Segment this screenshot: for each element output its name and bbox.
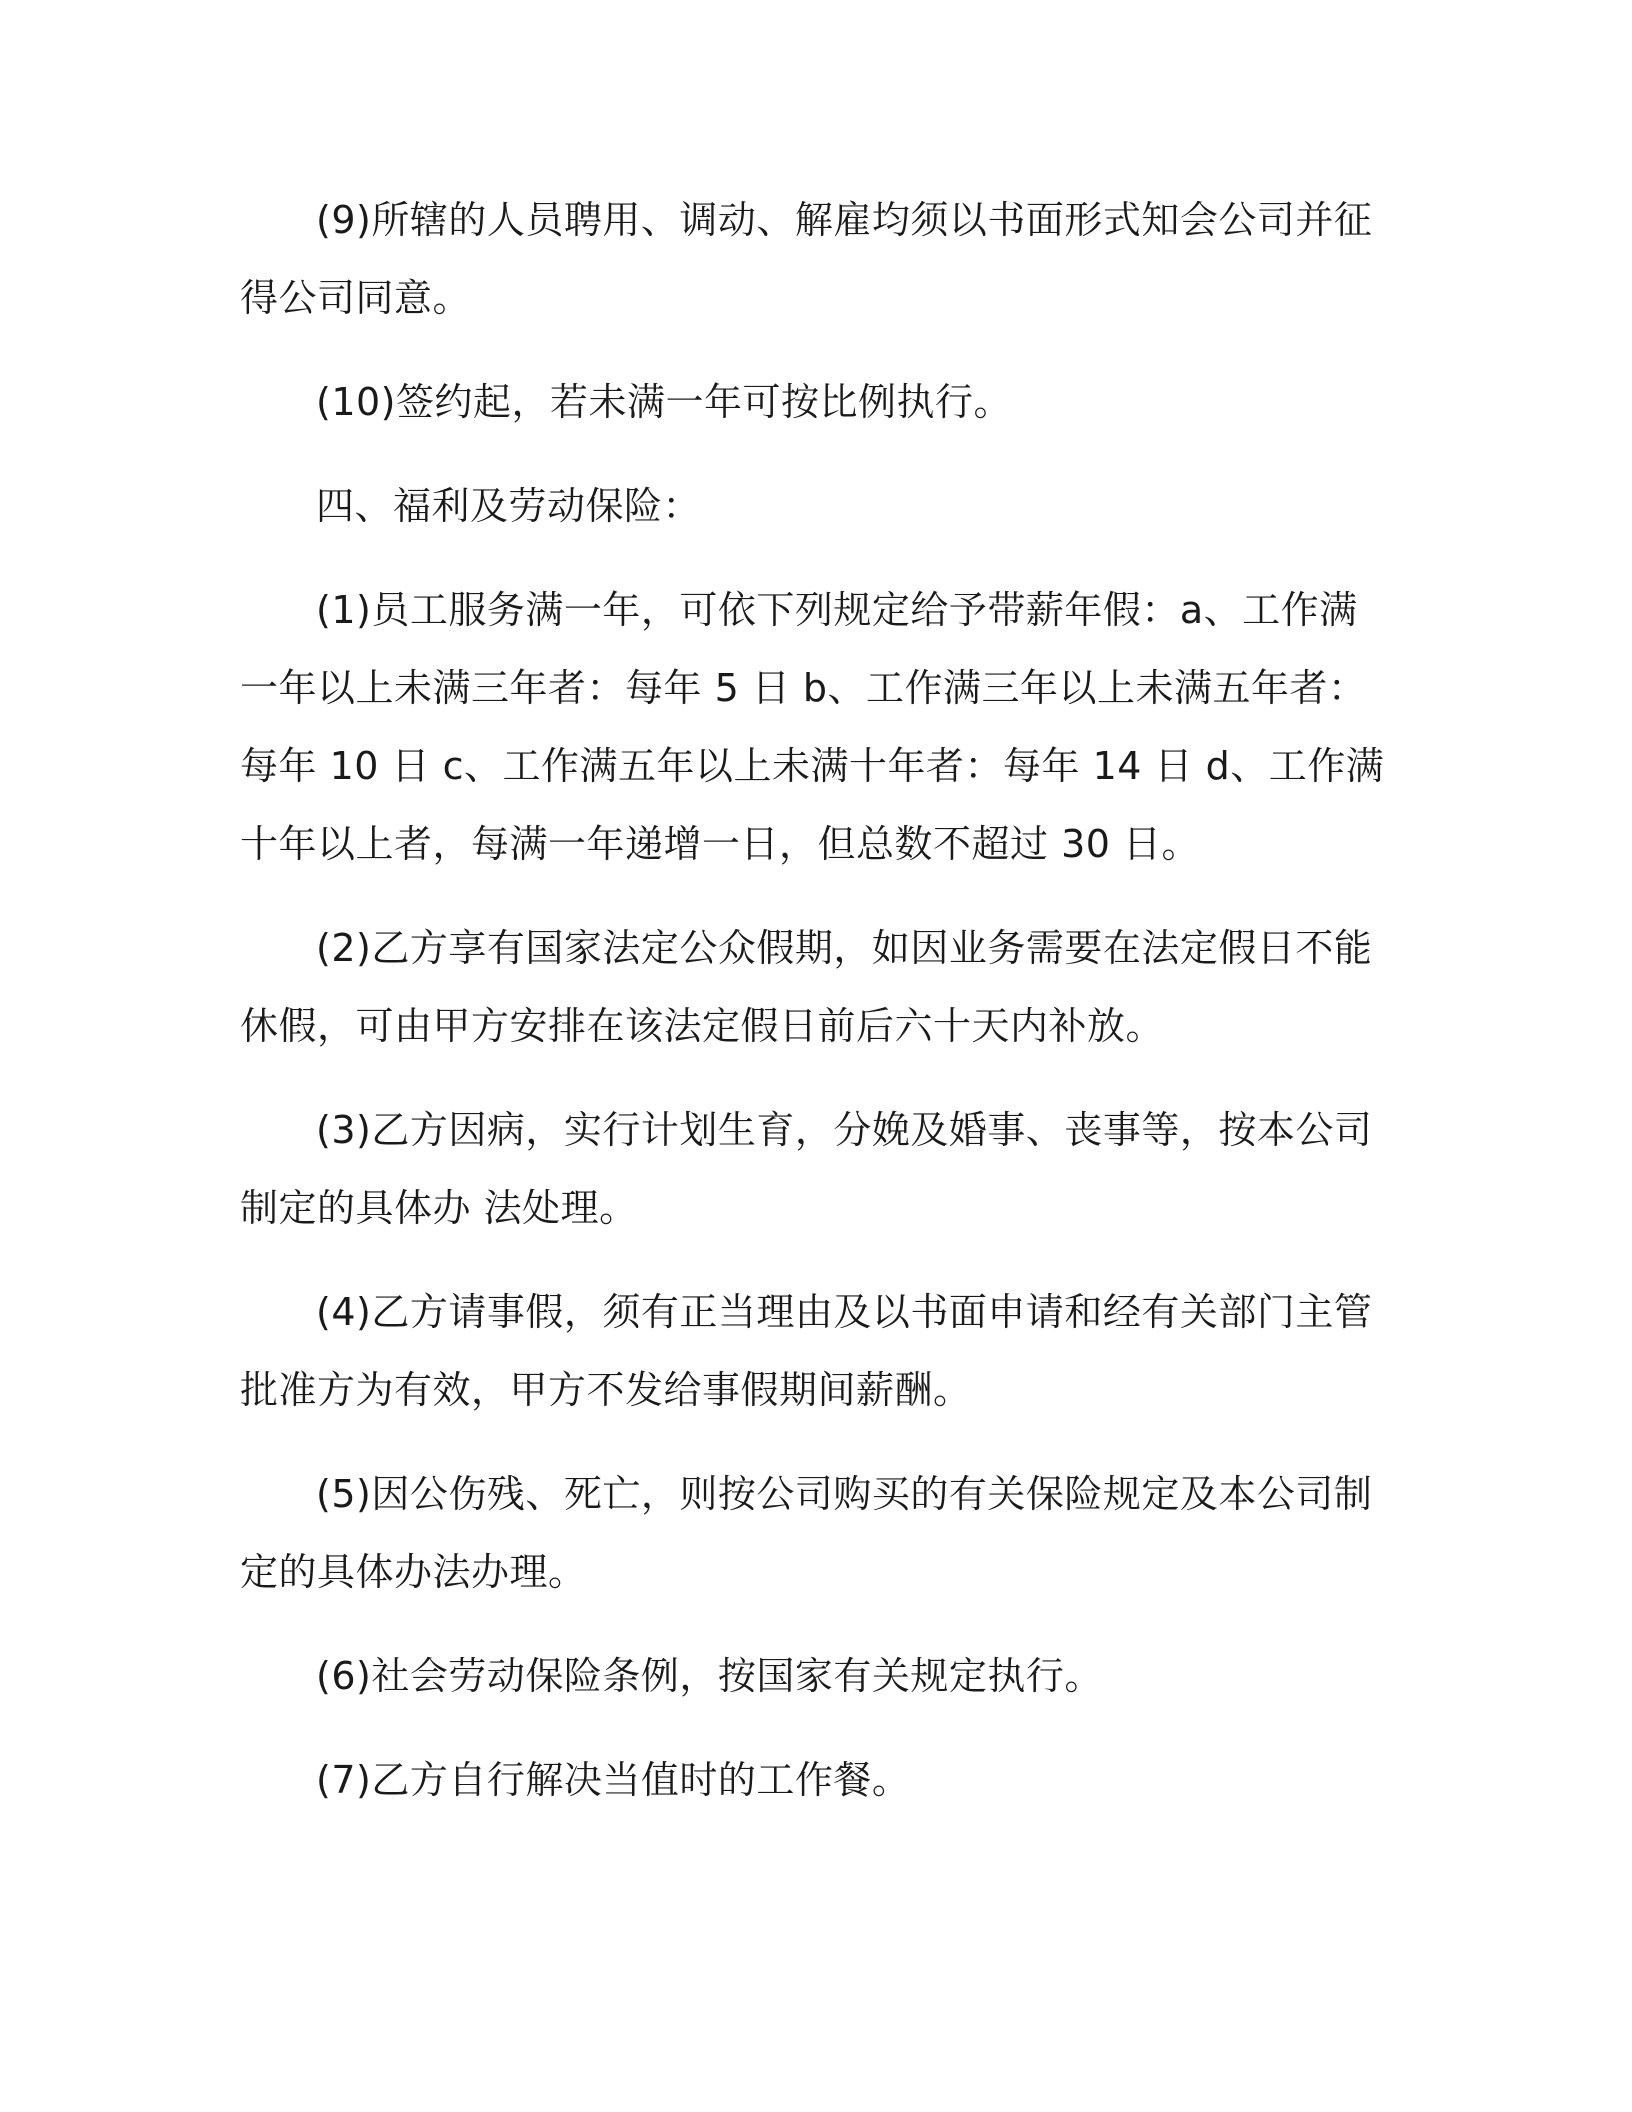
paragraph-sick-leave: (3)乙方因病，实行计划生育，分娩及婚事、丧事等，按本公司制定的具体办 法处理。 — [240, 1108, 1373, 1230]
paragraph-work-meals: (7)乙方自行解决当值时的工作餐。 — [316, 1758, 911, 1802]
section-heading-welfare: 四、福利及劳动保险： — [316, 484, 702, 528]
paragraph-personal-leave: (4)乙方请事假，须有正当理由及以书面申请和经有关部门主管批准方为有效，甲方不发给事假期间薪酬。 — [240, 1290, 1373, 1412]
document-body — [240, 181, 1390, 1845]
paragraph-item-10: (10)签约起，若未满一年可按比例执行。 — [316, 380, 1013, 424]
paragraph-social-insurance: (6)社会劳动保险条例，按国家有关规定执行。 — [316, 1654, 1103, 1698]
paragraph-annual-leave: (1)员工服务满一年，可依下列规定给予带薪年假：a、工作满一年以上未满三年者：每年 5 日 b、工作满三年以上未满五年者：每年 10 日 c、工作满五年以上未满十年者：每年 14 日 d、工作满十年以上者，每满一年递增一日，但总数不超过 30 日。 — [240, 588, 1385, 866]
paragraph-public-holidays: (2)乙方享有国家法定公众假期，如因业务需要在法定假日不能休假，可由甲方安排在该法定假日前后六十天内补放。 — [240, 926, 1373, 1048]
paragraph-work-injury: (5)因公伤残、死亡，则按公司购买的有关保险规定及本公司制定的具体办法办理。 — [240, 1472, 1373, 1594]
paragraph-item-9: (9)所辖的人员聘用、调动、解雇均须以书面形式知会公司并征得公司同意。 — [240, 198, 1373, 320]
